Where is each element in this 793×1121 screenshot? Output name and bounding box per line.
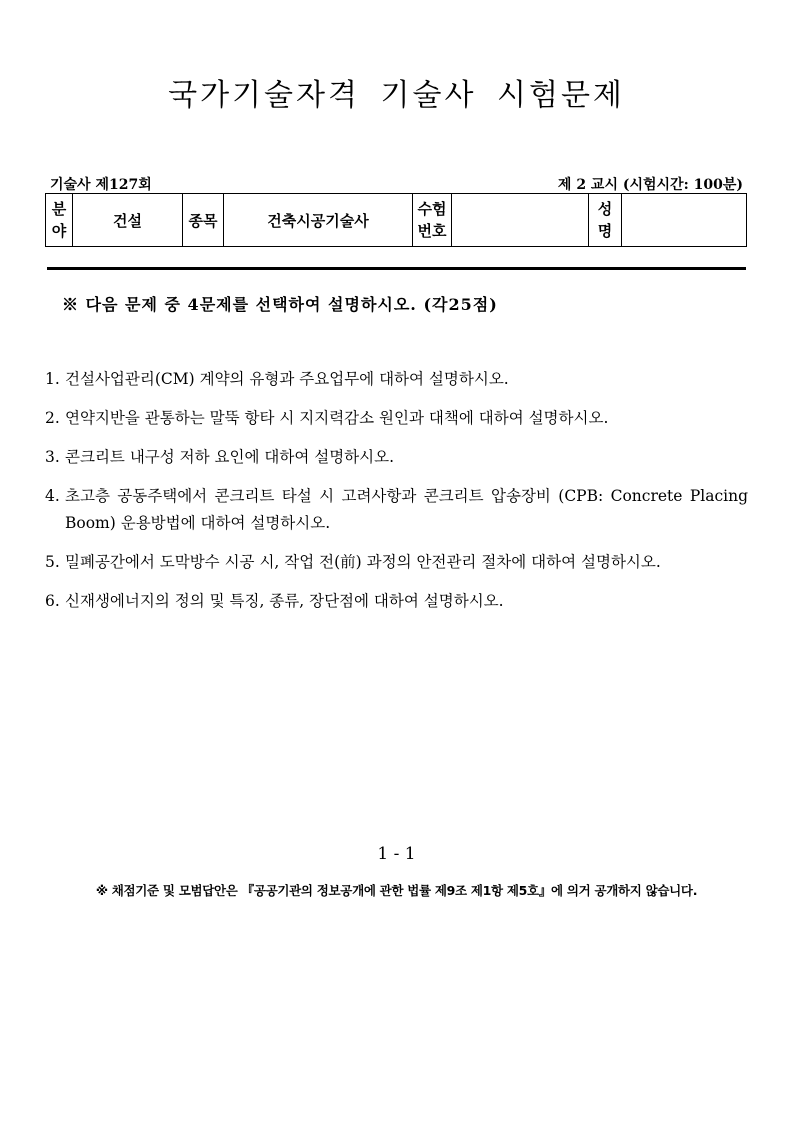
footer-notice: ※ 채점기준 및 모범답안은 『공공기관의 정보공개에 관한 법률 제9조 제1항 제5호』에 의거 공개하지 않습니다. — [95, 883, 698, 898]
question-item — [45, 483, 748, 537]
question-number: 5. — [45, 553, 60, 571]
exam-info-table — [45, 193, 747, 247]
question-number: 3. — [45, 448, 60, 466]
question-item — [45, 588, 748, 615]
question-text: 초고층 공동주택에서 콘크리트 타설 시 고려사항과 콘크리트 압송장비 (CPB: Concrete Placing Boom) 운용방법에 대하여 설명하시오. — [65, 487, 748, 532]
item-label: 종목 — [183, 194, 224, 247]
question-text: 건설사업관리(CM) 계약의 유형과 주요업무에 대하여 설명하시오. — [65, 370, 509, 388]
question-item — [45, 366, 748, 393]
question-list — [45, 366, 748, 627]
question-text: 콘크리트 내구성 저하 요인에 대하여 설명하시오. — [65, 448, 395, 466]
divider — [47, 267, 746, 270]
page-number: 1 - 1 — [377, 844, 416, 864]
name-field[interactable] — [622, 194, 747, 247]
exam-session: 제 2 교시 (시험시간: 100분) — [557, 177, 743, 193]
exam-category: 기술사 제127회 — [50, 177, 152, 193]
question-text: 밀폐공간에서 도막방수 시공 시, 작업 전(前) 과정의 안전관리 절차에 대하여 설명하시오. — [65, 553, 661, 571]
question-item — [45, 549, 748, 576]
exam-number-field[interactable] — [452, 194, 589, 247]
exam-title: 국가기술자격 기술사 시험문제 — [168, 78, 625, 113]
question-item — [45, 444, 748, 471]
instruction: ※ 다음 문제 중 4문제를 선택하여 설명하시오. (각25점) — [62, 295, 498, 314]
question-number: 6. — [45, 592, 60, 610]
name-label: 성 명 — [589, 194, 622, 247]
question-item — [45, 405, 748, 432]
field-label: 분 야 — [46, 194, 73, 247]
exam-number-label: 수험 번호 — [413, 194, 452, 247]
question-text: 신재생에너지의 정의 및 특징, 종류, 장단점에 대하여 설명하시오. — [65, 592, 504, 610]
question-number: 4. — [45, 487, 60, 505]
question-number: 1. — [45, 370, 60, 388]
field-value: 건설 — [73, 194, 183, 247]
item-value: 건축시공기술사 — [224, 194, 413, 247]
question-text: 연약지반을 관통하는 말뚝 항타 시 지지력감소 원인과 대책에 대하여 설명하시오. — [65, 409, 609, 427]
question-number: 2. — [45, 409, 60, 427]
